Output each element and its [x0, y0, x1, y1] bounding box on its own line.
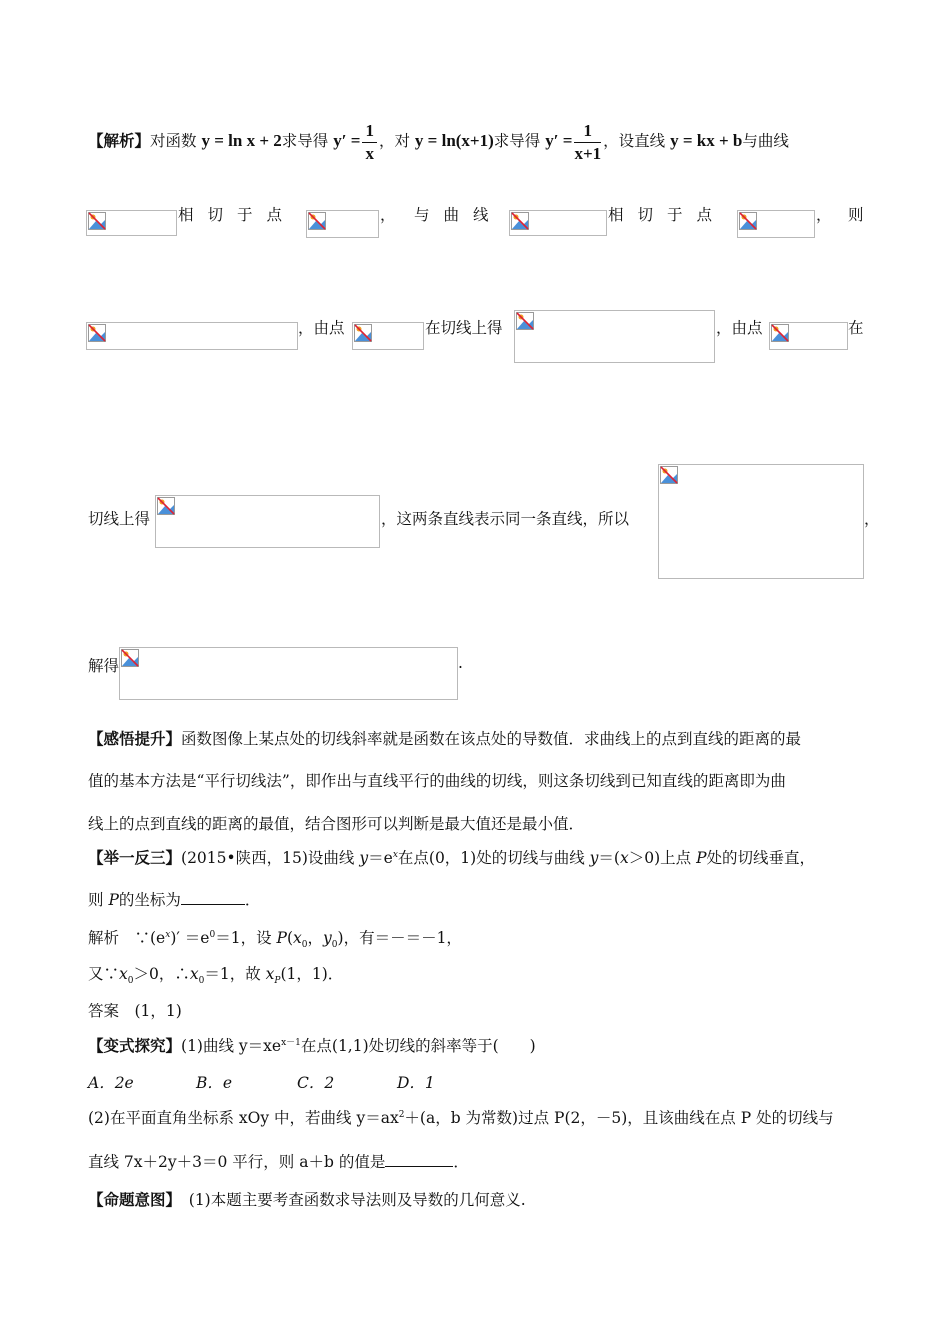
bianshi-sup: 2	[398, 1109, 405, 1120]
solution-text: (1，1)．	[280, 965, 344, 983]
broken-image-icon	[660, 466, 678, 484]
jiexi-text-4: 求导得	[493, 132, 541, 150]
solution-sup: x	[165, 929, 171, 940]
option-c: C．2	[297, 1074, 335, 1092]
solution-text: )，有＝－＝－1，	[337, 929, 462, 947]
solution-sub: 0	[301, 940, 308, 951]
bianshi-text: 在点(1,1)处切线的斜率等于( )	[300, 1037, 536, 1055]
juyi-var: y	[359, 849, 369, 867]
broken-image	[306, 210, 379, 238]
broken-image-icon	[354, 324, 372, 342]
answer-blank	[181, 890, 245, 905]
bianshi-line-1	[88, 1034, 536, 1056]
jiexi-text-1: 对函数	[150, 132, 197, 150]
solution-sup: 0	[209, 929, 216, 940]
broken-image-icon	[88, 212, 106, 230]
broken-image	[514, 310, 715, 363]
solution-text: ＝1，故	[204, 965, 266, 983]
solution-text: ＝1，设	[215, 929, 277, 947]
derivative-1-lhs: y′ =	[333, 131, 361, 150]
jiexi-line	[88, 116, 789, 166]
jiexi-text-3: ，对	[378, 132, 410, 150]
solution-text: ，	[307, 929, 324, 947]
option-a: A．2e	[88, 1074, 134, 1092]
broken-image-icon	[308, 212, 326, 230]
juyi-text: ＝e	[368, 849, 393, 867]
broken-image	[509, 210, 607, 236]
derivative-2-fraction	[574, 120, 601, 165]
broken-image-icon	[121, 649, 139, 667]
derivative-1-denominator: x	[365, 143, 374, 163]
broken-image	[86, 210, 177, 236]
text-yuquxian: 与曲线	[414, 206, 503, 224]
juyi-text: 在点(0，1)处的切线与曲线	[397, 849, 590, 867]
solution-sub: 0	[127, 976, 134, 987]
juyi-text: 则	[88, 891, 109, 909]
mingti-line	[88, 1188, 526, 1210]
text-xiangqie-1: 相切于点	[178, 206, 297, 224]
broken-image-icon	[739, 212, 757, 230]
solution-var: x	[119, 965, 128, 983]
ganwu-line-2: 值的基本方法是“平行切线法”，即作出与直线平行的曲线的切线，则这条切线到已知直线的距离即为曲	[88, 772, 786, 790]
broken-image-icon	[511, 212, 529, 230]
derivative-2-lhs: y′ =	[545, 131, 573, 150]
juyi-text: ．	[244, 891, 261, 909]
derivative-2-numerator: 1	[574, 120, 601, 143]
mingti-text: (1)本题主要考查函数求导法则及导数的几何意义.	[173, 1191, 526, 1209]
juyi-line-2	[88, 888, 260, 910]
bianshi-line-2	[88, 1106, 834, 1128]
comma: ，	[380, 206, 396, 224]
formula-ln-x-plus-1: y = ln(x+1)	[414, 131, 494, 150]
option-d: D．1	[397, 1074, 435, 1092]
answer-blank	[385, 1152, 453, 1167]
juyi-text: 的坐标为	[118, 891, 181, 909]
juyi-text: 处的切线垂直，	[706, 849, 816, 867]
answer-line: 答案 (1，1)	[88, 1002, 182, 1020]
juyi-line-1	[88, 846, 815, 868]
ganwu-line-1	[88, 727, 801, 749]
bianshi-text: ．	[453, 1153, 469, 1171]
text-zai: 在	[848, 319, 864, 337]
broken-image-icon	[771, 324, 789, 342]
juyi-var: y	[589, 849, 599, 867]
broken-image-icon	[157, 497, 175, 515]
solution-var: x	[265, 965, 275, 983]
juyi-sup: x	[392, 849, 398, 860]
bianshi-sup: x－1	[281, 1037, 301, 1048]
bianshi-text: ＋(a，b 为常数)过点 P(2，－5)，且该曲线在点 P 处的切线与	[404, 1109, 834, 1127]
bianshi-label: 【变式探究】	[88, 1036, 182, 1055]
option-b: B．e	[196, 1074, 233, 1092]
juyi-var: P	[108, 891, 119, 909]
broken-image-icon	[516, 312, 534, 330]
juyi-text: ＞0)上点	[628, 849, 697, 867]
jiexi-label: 【解析】	[88, 131, 151, 150]
derivative-2-denominator: x+1	[574, 143, 602, 163]
bianshi-line-3	[88, 1150, 469, 1172]
juyi-text: (2015•陕西，15)设曲线	[181, 849, 360, 867]
solution-line-1	[88, 926, 462, 950]
jiexi-text-2: 求导得	[281, 132, 329, 150]
mingti-label: 【命题意图】	[88, 1190, 174, 1209]
solution-text: )′ ＝e	[170, 929, 210, 947]
broken-image	[155, 495, 380, 548]
solution-var: x	[293, 929, 302, 947]
ganwu-line-3: 线上的点到直线的距离的最值，结合图形可以判断是最大值还是最小值．	[88, 815, 585, 833]
broken-image	[119, 647, 458, 700]
jiexi-text-6: 与曲线	[742, 132, 789, 150]
juyi-text: ＝(	[598, 849, 620, 867]
text-youdian-2: ，由点	[716, 319, 763, 337]
derivative-1-fraction	[362, 120, 377, 165]
derivative-1-numerator: 1	[362, 120, 377, 143]
solution-var: x	[189, 965, 199, 983]
formula-line: y = kx + b	[670, 131, 743, 150]
text-qiexianshang: 切线上得	[88, 510, 151, 528]
juyi-var: P	[696, 849, 707, 867]
solution-line-2	[88, 962, 343, 986]
broken-image	[737, 210, 815, 238]
bianshi-text: (1)曲线 y＝xe	[181, 1037, 282, 1055]
comma: ，	[816, 206, 832, 224]
text-jiede: 解得	[88, 657, 120, 675]
broken-image	[86, 322, 298, 350]
text-youdian-1: ，由点	[298, 319, 345, 337]
solution-var: y	[323, 929, 332, 947]
solution-text: 解析 ∵(e	[88, 929, 166, 947]
solution-text: (	[286, 929, 294, 947]
solution-sub: P	[274, 976, 281, 987]
bianshi-text: 直线 7x＋2y＋3＝0 平行，则 a＋b 的值是	[88, 1153, 386, 1171]
formula-lnx2: y = ln x + 2	[201, 131, 282, 150]
broken-image	[352, 322, 424, 350]
juyi-label: 【举一反三】	[88, 848, 182, 867]
text-ze: 则	[848, 206, 864, 224]
broken-image	[769, 322, 848, 350]
solution-text: 又∵	[88, 965, 120, 983]
juyi-var: x	[619, 849, 629, 867]
text-xiangqie-2: 相切于点	[608, 206, 727, 224]
solution-text: ＞0，∴	[133, 965, 190, 983]
text-zaiqiexian: 在切线上得	[425, 319, 503, 337]
ganwu-text-1: 函数图像上某点处的切线斜率就是函数在该点处的导数值．求曲线上的点到直线的距离的最	[181, 730, 802, 748]
solution-sub: 0	[331, 940, 338, 951]
solution-sub: 0	[198, 976, 205, 987]
text-same-line: ，这两条直线表示同一条直线，所以	[381, 510, 630, 528]
period: .	[458, 654, 463, 672]
jiexi-text-5: ，设直线	[603, 132, 666, 150]
solution-var: P	[276, 929, 287, 947]
comma: ，	[864, 510, 880, 528]
ganwu-label: 【感悟提升】	[88, 729, 182, 748]
broken-image-icon	[88, 324, 106, 342]
broken-image	[658, 464, 864, 579]
bianshi-text: (2)在平面直角坐标系 xOy 中，若曲线 y＝ax	[88, 1109, 399, 1127]
